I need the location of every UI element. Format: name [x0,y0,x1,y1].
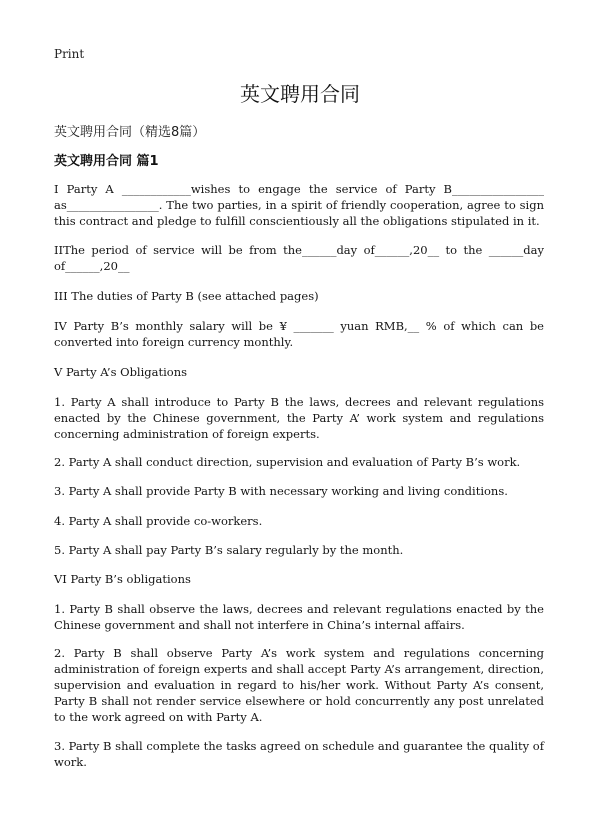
paragraph-party-a-engagement: I Party A ____________wishes to engage the service of Party B________________ as________________. The two parties, in a spirit of friendly cooperation, agree to sign this contract and pledge to fulfill conscientiously all the obligations stipulated in it. [54,182,544,228]
document-title: 英文聘用合同 [240,82,360,106]
document-subtitle: 英文聘用合同（精选8篇） [54,125,206,140]
paragraph-duties: III The duties of Party B (see attached pages) [54,289,319,303]
paragraph-party-b-obligation-3: 3. Party B shall complete the tasks agreed on schedule and guarantee the quality of work. [54,739,544,769]
paragraph-party-a-obligation-5: 5. Party A shall pay Party B’s salary regularly by the month. [54,543,404,557]
paragraph-party-a-obligation-2: 2. Party A shall conduct direction, supervision and evaluation of Party B’s work. [54,455,521,469]
section-heading: 英文聘用合同 篇1 [54,154,159,169]
paragraph-party-a-obligation-3: 3. Party A shall provide Party B with necessary working and living conditions. [54,484,508,498]
print-label[interactable]: Print [54,47,85,61]
paragraph-salary: IV Party B’s monthly salary will be ¥ _______ yuan RMB,__ % of which can be converted into foreign currency monthly. [54,319,544,349]
paragraph-party-b-obligations-heading: VI Party B’s obligations [54,572,191,586]
paragraph-party-b-obligation-2: 2. Party B shall observe Party A’s work system and regulations concerning administration of foreign experts and shall accept Party A’s arrangement, direction, supervision and evaluation in regard to his/her work. Without Party A’s consent, Party B shall not render service elsewhere or hold concurrently any post unrelated to the work agreed on with Party A. [54,646,544,724]
paragraph-party-a-obligations-heading: V Party A’s Obligations [54,365,188,379]
paragraph-service-period: IIThe period of service will be from the______day of______,20__ to the ______day of______,20__ [54,243,544,273]
paragraph-party-a-obligation-1: 1. Party A shall introduce to Party B the laws, decrees and relevant regulations enacted by the Chinese government, the Party A’ work system and regulations concerning administration of foreign experts. [54,395,544,441]
paragraph-party-b-obligation-1: 1. Party B shall observe the laws, decrees and relevant regulations enacted by the Chinese government and shall not interfere in China’s internal affairs. [54,602,544,632]
paragraph-party-a-obligation-4: 4. Party A shall provide co-workers. [54,514,263,528]
